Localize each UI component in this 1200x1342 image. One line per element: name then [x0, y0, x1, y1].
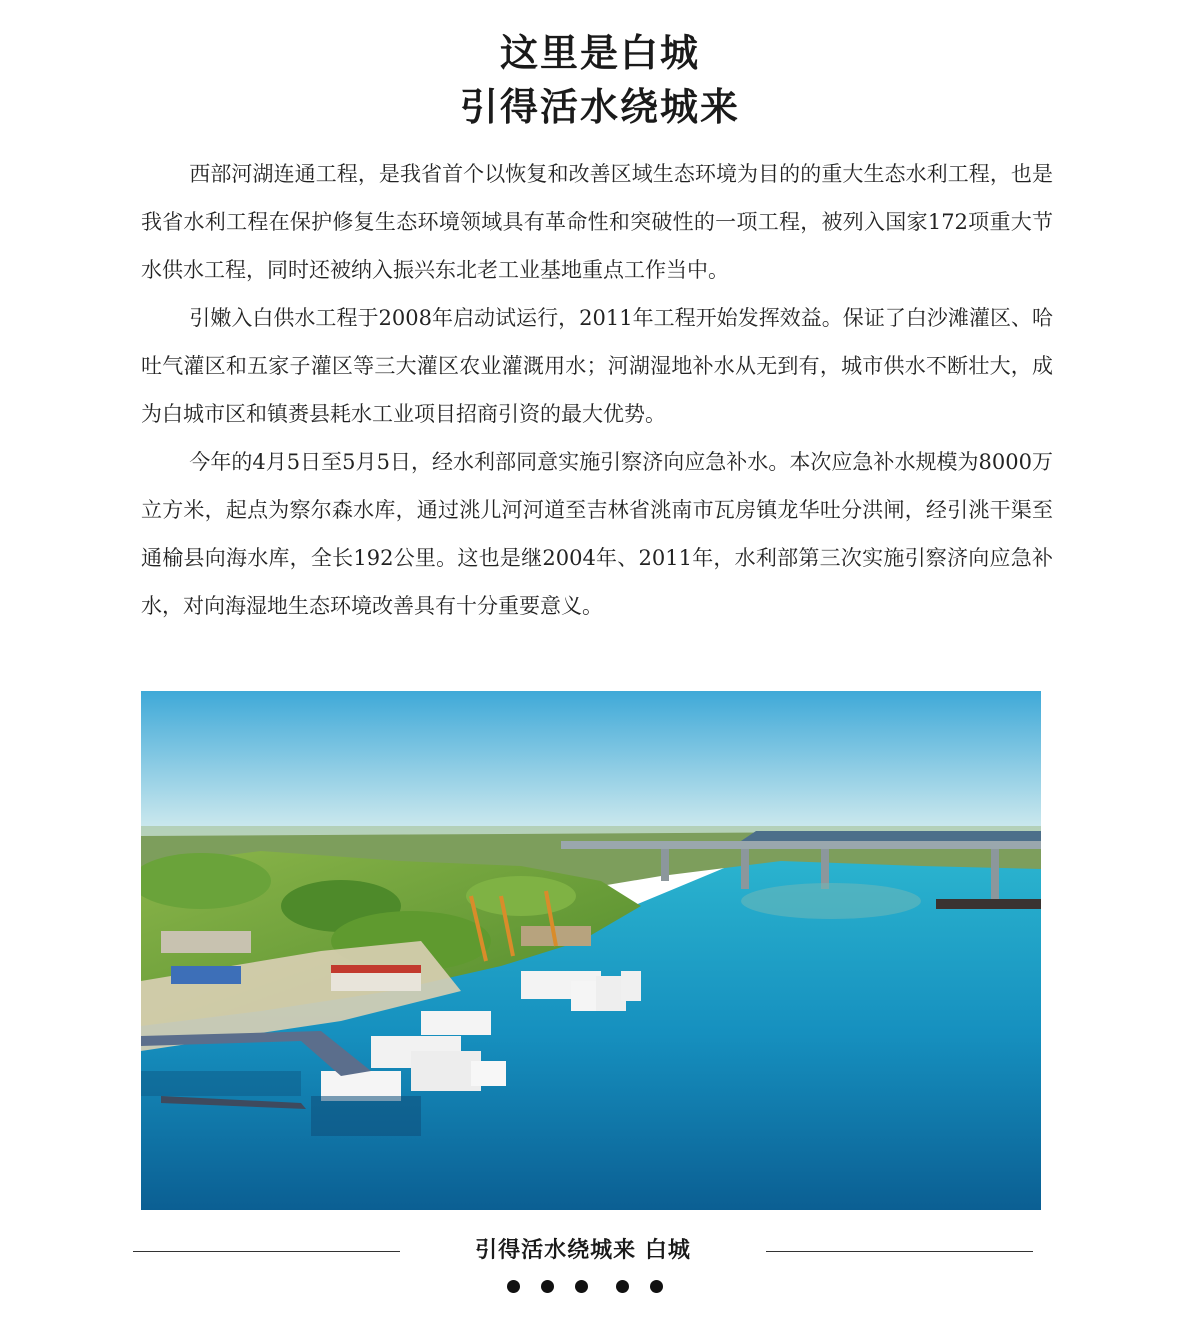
river-port-aerial-photo: [141, 691, 1041, 1210]
dot-5: [650, 1280, 663, 1293]
caption-row: [0, 1228, 1200, 1274]
dot-2: [541, 1280, 554, 1293]
paragraph-2: 引嫩入白供水工程于2008年启动试运行，2011年工程开始发挥效益。保证了白沙滩灌区、哈吐气灌区和五家子灌区等三大灌区农业灌溉用水；河湖湿地补水从无到有，城市供水不断壮大，成为白城市区和镇赉县耗水工业项目招商引资的最大优势。: [141, 306, 1053, 426]
article-title: [0, 26, 1200, 134]
sky: [141, 691, 1041, 836]
dot-1: [507, 1280, 520, 1293]
article-body: [141, 150, 1053, 630]
paragraph-3: 今年的4月5日至5月5日，经水利部同意实施引察济向应急补水。本次应急补水规模为8000万立方米，起点为察尔森水库，通过洮儿河河道至吉林省洮南市瓦房镇龙华吐分洪闸，经引洮干渠至通榆县向海水库，全长192公里。这也是继2004年、2011年，水利部第三次实施引察济向应急补水，对向海湿地生态环境改善具有十分重要意义。: [141, 450, 1053, 618]
dot-3: [575, 1280, 588, 1293]
caption-rule-right: [766, 1251, 1033, 1252]
title-line-1: 这里是白城: [499, 31, 700, 75]
caption-rule-left: [133, 1251, 400, 1252]
paragraph-1: 西部河湖连通工程，是我省首个以恢复和改善区域生态环境为目的的重大生态水利工程，也是我省水利工程在保护修复生态环境领域具有革命性和突破性的一项工程，被列入国家172项重大节水供水工程，同时还被纳入振兴东北老工业基地重点工作当中。: [141, 162, 1053, 282]
dot-4: [616, 1280, 629, 1293]
title-line-2: 引得活水绕城来: [459, 85, 740, 129]
photo-caption: 引得活水绕城来 白城: [475, 1238, 691, 1263]
decorative-dots: [0, 1280, 1200, 1294]
bridge-deck: [561, 841, 1041, 849]
